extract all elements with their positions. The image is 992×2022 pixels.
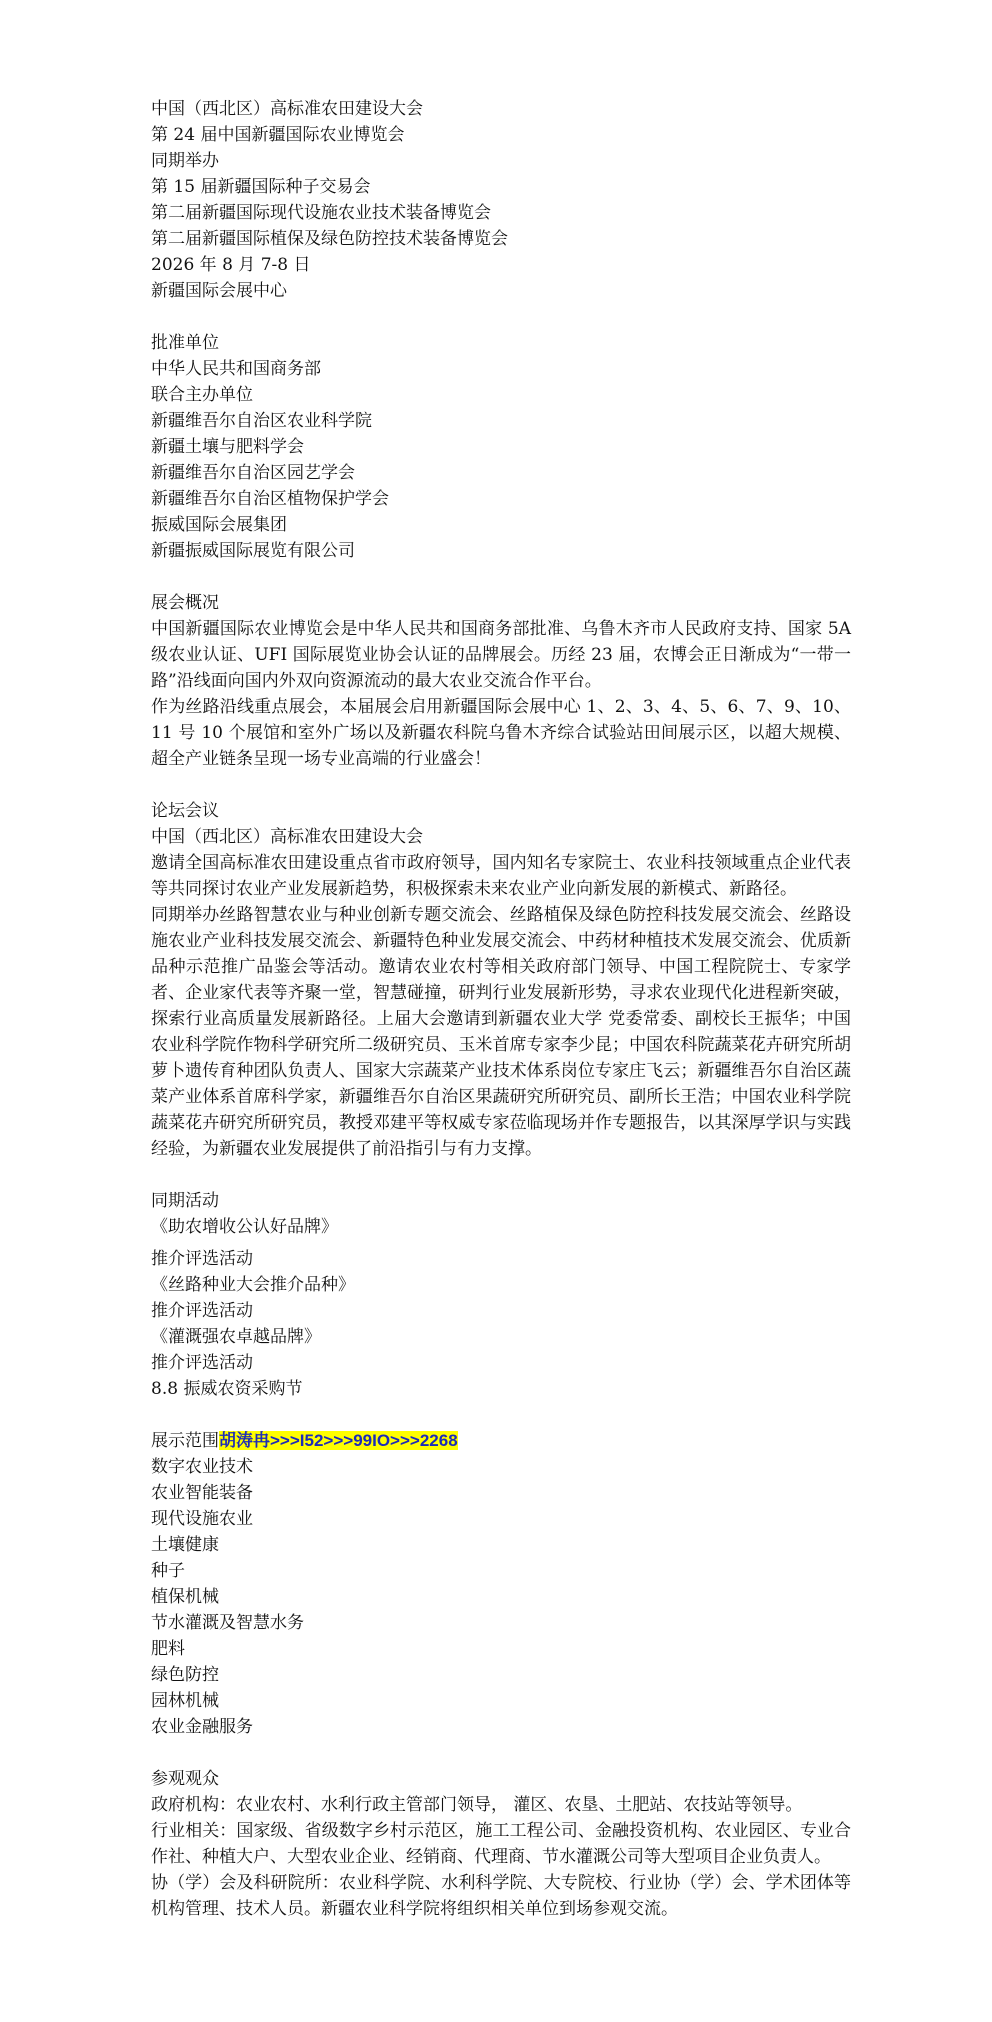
activity-item: 推介评选活动 bbox=[151, 1353, 253, 1373]
audience-paragraph: 行业相关：国家级、省级数字乡村示范区，施工工程公司、金融投资机构、农业园区、专业合作社、种植大户、大型农业企业、经销商、代理商、节水灌溉公司等大型项目企业负责人。 bbox=[151, 1821, 851, 1867]
forum-paragraph: 同期举办丝路智慧农业与种业创新专题交流会、丝路植保及绿色防控科技发展交流会、丝路设施农业产业科技发展交流会、新疆特色种业发展交流会、中药材种植技术发展交流会、优质新品种示范推广品鉴会等活动。邀请农业农村等相关政府部门领导、中国工程院院士、专家学者、企业家代表等齐聚一堂，智慧碰撞，研判行业发展新形势，寻求农业现代化进程新突破，探索行业高质量发展新路径。上届大会邀请到新疆农业大学 党委常委、副校长王振华；中国农业科学院作物科学研究所二级研究员、玉米首席专家李少昆；中国农科院蔬菜花卉研究所胡萝卜遗传育种团队负责人、国家大宗蔬菜产业技术体系岗位专家庄飞云；新疆维吾尔自治区蔬菜产业体系首席科学家，新疆维吾尔自治区果蔬研究所研究员、副所长王浩；中国农业科学院蔬菜花卉研究所研究员，教授邓建平等权威专家莅临现场并作专题报告，以其深厚学识与实践经验，为新疆农业发展提供了前沿指引与有力支撑。 bbox=[151, 905, 851, 1159]
scope-item: 农业智能装备 bbox=[151, 1483, 253, 1503]
co-host-item: 新疆维吾尔自治区植物保护学会 bbox=[151, 489, 389, 509]
scope-item: 种子 bbox=[151, 1561, 185, 1581]
activity-item: 《助农增收公认好品牌》 bbox=[151, 1217, 338, 1237]
header-line: 第二届新疆国际现代设施农业技术装备博览会 bbox=[151, 203, 491, 223]
scope-item: 现代设施农业 bbox=[151, 1509, 253, 1529]
header-line: 同期举办 bbox=[151, 151, 219, 171]
highlighted-contact-text: 胡涛冉>>>I52>>>99IO>>>2268 bbox=[219, 1431, 458, 1450]
document-body bbox=[151, 96, 851, 1922]
audience-section bbox=[151, 1766, 851, 1922]
co-host-item: 新疆土壤与肥料学会 bbox=[151, 437, 304, 457]
activity-item: 推介评选活动 bbox=[151, 1301, 253, 1321]
event-venue: 新疆国际会展中心 bbox=[151, 281, 287, 301]
section-heading: 展会概况 bbox=[151, 593, 219, 613]
overview-section bbox=[151, 590, 851, 772]
header-block bbox=[151, 96, 851, 304]
header-line: 中国（西北区）高标准农田建设大会 bbox=[151, 99, 423, 119]
section-heading: 同期活动 bbox=[151, 1191, 219, 1211]
scope-item: 绿色防控 bbox=[151, 1665, 219, 1685]
section-heading: 论坛会议 bbox=[151, 801, 219, 821]
section-heading: 联合主办单位 bbox=[151, 385, 253, 405]
section-heading: 展示范围 bbox=[151, 1431, 219, 1451]
event-date: 2026 年 8 月 7-8 日 bbox=[151, 255, 311, 275]
header-line: 第 24 届中国新疆国际农业博览会 bbox=[151, 125, 405, 145]
section-heading: 参观观众 bbox=[151, 1769, 219, 1789]
co-host-item: 振威国际会展集团 bbox=[151, 515, 287, 535]
scope-item: 植保机械 bbox=[151, 1587, 219, 1607]
scope-heading-line bbox=[151, 1428, 851, 1454]
scope-item: 土壤健康 bbox=[151, 1535, 219, 1555]
activity-item: 《丝路种业大会推介品种》 bbox=[151, 1275, 355, 1295]
co-host-item: 新疆维吾尔自治区园艺学会 bbox=[151, 463, 355, 483]
forum-paragraph: 邀请全国高标准农田建设重点省市政府领导，国内知名专家院士、农业科技领域重点企业代表等共同探讨农业产业发展新趋势，积极探索未来农业产业向新发展的新模式、新路径。 bbox=[151, 853, 851, 899]
scope-item: 园林机械 bbox=[151, 1691, 219, 1711]
audience-paragraph: 协（学）会及科研院所：农业科学院、水利科学院、大专院校、行业协（学）会、学术团体等机构管理、技术人员。新疆农业科学院将组织相关单位到场参观交流。 bbox=[151, 1873, 851, 1919]
forum-section bbox=[151, 798, 851, 1162]
activity-item: 《灌溉强农卓越品牌》 bbox=[151, 1327, 321, 1347]
co-host-item: 新疆维吾尔自治区农业科学院 bbox=[151, 411, 372, 431]
organizers-section bbox=[151, 330, 851, 564]
overview-paragraph: 中国新疆国际农业博览会是中华人民共和国商务部批准、乌鲁木齐市人民政府支持、国家 5A 级农业认证、UFI 国际展览业协会认证的品牌展会。历经 23 届，农博会正日渐成为“一带一路”沿线面向国内外双向资源流动的最大农业交流合作平台。 bbox=[151, 619, 851, 691]
activities-section bbox=[151, 1188, 851, 1402]
scope-item: 节水灌溉及智慧水务 bbox=[151, 1613, 304, 1633]
approval-unit: 中华人民共和国商务部 bbox=[151, 359, 321, 379]
co-host-item: 新疆振威国际展览有限公司 bbox=[151, 541, 355, 561]
scope-item: 肥料 bbox=[151, 1639, 185, 1659]
scope-item: 农业金融服务 bbox=[151, 1717, 253, 1737]
activity-item: 8.8 振威农资采购节 bbox=[151, 1379, 303, 1399]
header-line: 第二届新疆国际植保及绿色防控技术装备博览会 bbox=[151, 229, 508, 249]
header-line: 第 15 届新疆国际种子交易会 bbox=[151, 177, 371, 197]
forum-title: 中国（西北区）高标准农田建设大会 bbox=[151, 827, 423, 847]
overview-paragraph: 作为丝路沿线重点展会，本届展会启用新疆国际会展中心 1、2、3、4、5、6、7、9、10、11 号 10 个展馆和室外广场以及新疆农科院乌鲁木齐综合试验站田间展示区，以超大规模、超全产业链条呈现一场专业高端的行业盛会！ bbox=[151, 697, 851, 769]
audience-paragraph: 政府机构：农业农村、水利行政主管部门领导， 灌区、农垦、土肥站、农技站等领导。 bbox=[151, 1795, 803, 1815]
scope-item: 数字农业技术 bbox=[151, 1457, 253, 1477]
activity-item: 推介评选活动 bbox=[151, 1249, 253, 1269]
scope-section bbox=[151, 1428, 851, 1740]
section-heading: 批准单位 bbox=[151, 333, 219, 353]
